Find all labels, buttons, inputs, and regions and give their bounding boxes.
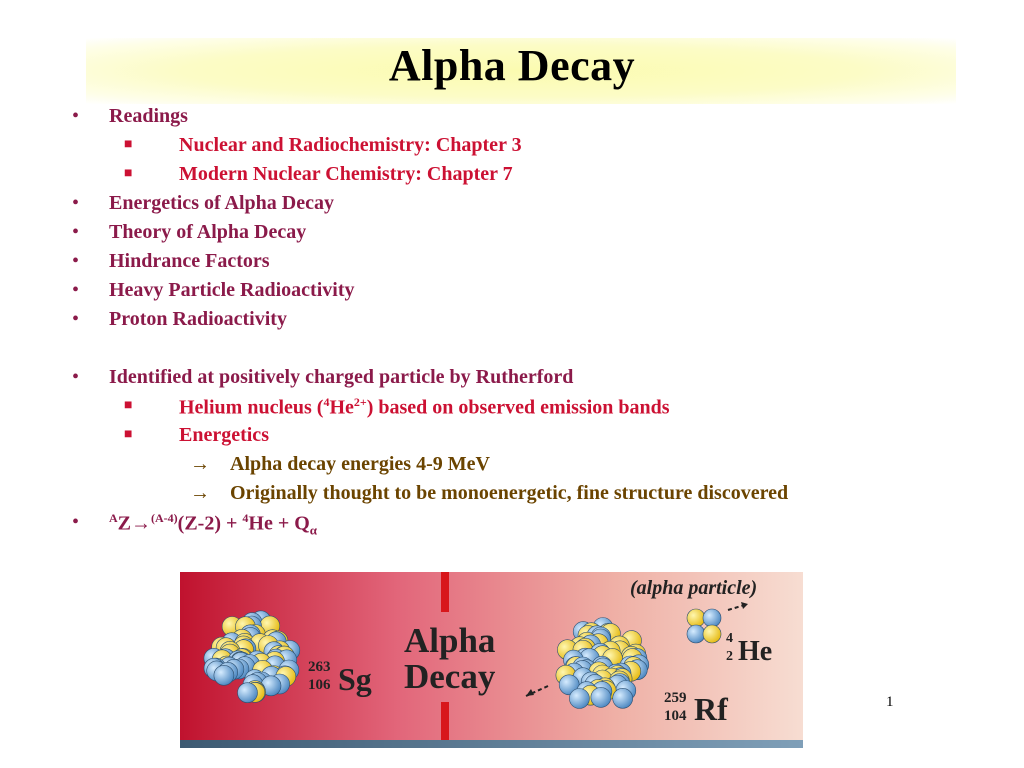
bullet-energetics: Energetics of Alpha Decay	[109, 192, 334, 214]
bullet-dot: •	[72, 221, 80, 243]
helium-mass: 4	[323, 395, 330, 409]
daughter-atomic-number: 104	[664, 708, 687, 724]
parent-atomic-number: 106	[308, 677, 331, 693]
square-bullet: ■	[124, 137, 133, 152]
neutron	[687, 625, 705, 643]
arrow-icon: →	[190, 482, 210, 504]
sub-bullet-energetics: Energetics	[179, 424, 269, 446]
eq-a-minus: (A-4)	[151, 511, 178, 525]
helium-post: ) based on observed emission bands	[366, 396, 670, 419]
neutron	[238, 683, 258, 703]
helium-pre: Helium nucleus (	[179, 396, 324, 419]
bullet-equation	[109, 511, 317, 539]
bullet-readings: Readings	[109, 105, 188, 127]
alpha-decay-illustration	[180, 572, 803, 748]
bullet-identified: Identified at positively charged particle by Rutherford	[109, 366, 574, 388]
neutron	[613, 688, 633, 708]
bullet-heavy-particle: Heavy Particle Radioactivity	[109, 279, 355, 301]
sub-bullet-helium-nucleus	[179, 395, 670, 420]
bullet-dot: •	[72, 308, 80, 330]
eq-arrow-icon: →	[131, 512, 152, 535]
eq-alpha: α	[309, 522, 318, 538]
daughter-mass-number: 259	[664, 690, 687, 706]
bullet-dot: •	[72, 279, 80, 301]
daughter-symbol: Rf	[694, 691, 728, 727]
figure-bottom-strip	[180, 740, 803, 748]
neutron	[214, 665, 234, 685]
eq-z-minus: (Z-2) +	[177, 512, 243, 535]
alpha-atomic-number: 2	[726, 649, 733, 664]
bullet-hindrance: Hindrance Factors	[109, 250, 270, 272]
alpha-mass-number: 4	[726, 631, 733, 646]
sub-sub-bullet-decay-energies: Alpha decay energies 4-9 MeV	[230, 453, 490, 475]
square-bullet: ■	[124, 427, 133, 442]
neutron	[591, 687, 611, 707]
bullet-proton: Proton Radioactivity	[109, 308, 287, 330]
eq-he-mass: 4	[242, 511, 249, 525]
parent-mass-number: 263	[308, 659, 331, 675]
neutron	[569, 689, 589, 709]
bullet-dot: •	[72, 366, 80, 388]
divider-bottom	[441, 702, 449, 740]
alpha-particle-label: (alpha particle)	[630, 577, 758, 599]
helium-symbol: He	[329, 396, 354, 419]
sub-bullet-modern-nuclear-chemistry: Modern Nuclear Chemistry: Chapter 7	[179, 163, 513, 185]
helium-charge: 2+	[353, 395, 367, 409]
parent-symbol: Sg	[338, 661, 372, 697]
page-number: 1	[886, 694, 894, 710]
divider-top	[441, 572, 449, 612]
proton	[687, 609, 705, 627]
bullet-dot: •	[72, 511, 80, 533]
eq-he-q: He + Q	[248, 512, 310, 535]
neutron	[703, 609, 721, 627]
proton	[703, 625, 721, 643]
slide-title: Alpha Decay	[388, 41, 636, 90]
sub-sub-bullet-monoenergetic: Originally thought to be monoenergetic, fine structure discovered	[230, 482, 789, 504]
eq-a: A	[109, 511, 118, 525]
arrow-icon: →	[190, 453, 210, 475]
alpha-symbol: He	[738, 636, 773, 667]
decay-label-line1: Alpha	[404, 621, 496, 660]
sub-bullet-nuclear-radiochemistry: Nuclear and Radiochemistry: Chapter 3	[179, 134, 522, 156]
bullet-dot: •	[72, 105, 80, 127]
decay-label-line2: Decay	[404, 657, 496, 696]
bullet-dot: •	[72, 192, 80, 214]
bullet-dot: •	[72, 250, 80, 272]
square-bullet: ■	[124, 166, 133, 181]
eq-z: Z	[117, 512, 132, 535]
square-bullet: ■	[124, 398, 133, 413]
bullet-theory: Theory of Alpha Decay	[109, 221, 307, 243]
